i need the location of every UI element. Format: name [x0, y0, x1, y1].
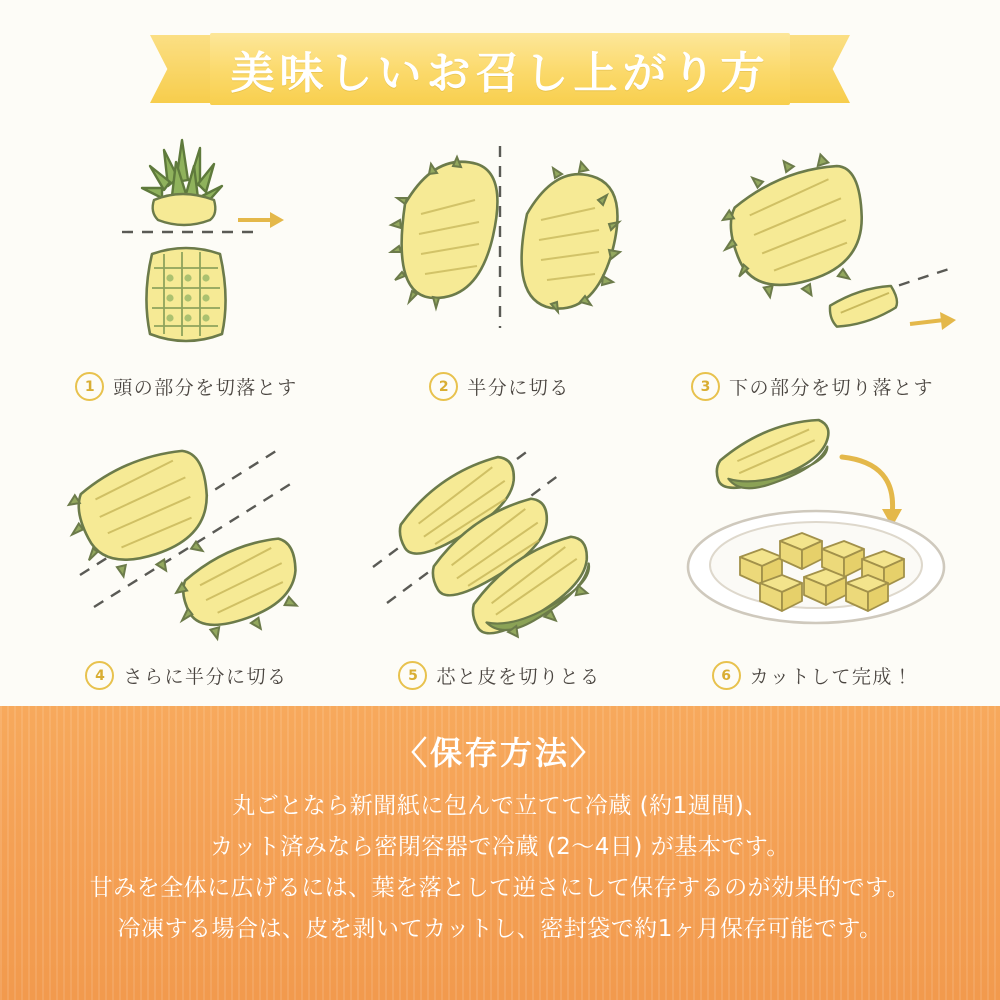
step-6 [656, 417, 969, 706]
storage-line-2: カット済みなら密閉容器で冷蔵 (2〜4日) が基本です。 [210, 833, 790, 860]
page-title: 美味しいお召し上がり方 [230, 48, 770, 99]
step-1-caption [30, 372, 343, 401]
storage-title: 〈保存方法〉 [394, 734, 605, 772]
step-4-number: 4 [85, 661, 114, 690]
ribbon-shape [150, 33, 850, 105]
step-3-label: 下の部分を切り落とす [728, 377, 934, 399]
step-6-number: 6 [712, 661, 741, 690]
step-2-label: 半分に切る [467, 377, 570, 399]
step-3 [656, 128, 969, 417]
step-2 [343, 128, 656, 417]
step-5-number: 5 [398, 661, 427, 690]
storage-line-1: 丸ごとなら新聞紙に包んで立てて冷蔵 (約1週間)、 [232, 793, 768, 819]
step-4 [30, 417, 343, 706]
step-6-caption [656, 661, 969, 690]
pineapple-quartered-illustration [30, 417, 343, 645]
pineapple-plate-illustration [656, 417, 969, 645]
step-5-label: 芯と皮を切りとる [436, 666, 601, 688]
step-3-number: 3 [691, 372, 720, 401]
pineapple-top-cut-illustration [30, 128, 343, 356]
step-6-label: カットして完成！ [749, 666, 914, 688]
step-1 [30, 128, 343, 417]
step-5-caption [343, 661, 656, 690]
banner [0, 24, 1000, 114]
pineapple-halved-illustration [343, 128, 656, 356]
pineapple-bottom-cut-illustration [656, 128, 969, 356]
steps-row-top [30, 128, 970, 417]
storage-line-4: 冷凍する場合は、皮を剥いてカットし、密封袋で約1ヶ月保存可能です。 [117, 915, 883, 942]
step-2-number: 2 [429, 372, 458, 401]
step-1-label: 頭の部分を切落とす [113, 377, 298, 399]
pineapple-core-peel-illustration [343, 417, 656, 645]
step-4-label: さらに半分に切る [123, 666, 288, 688]
storage-line-3: 甘みを全体に広げるには、葉を落として逆さにして保存するのが効果的です。 [89, 874, 911, 901]
ribbon-tail-right [788, 35, 850, 103]
ribbon-tail-left [150, 35, 212, 103]
step-1-number: 1 [75, 372, 104, 401]
storage-section [0, 706, 1000, 1000]
steps-row-bottom [30, 417, 970, 706]
step-4-caption [30, 661, 343, 690]
step-3-caption [656, 372, 969, 401]
step-5 [343, 417, 656, 706]
steps-grid [30, 128, 970, 706]
step-2-caption [343, 372, 656, 401]
